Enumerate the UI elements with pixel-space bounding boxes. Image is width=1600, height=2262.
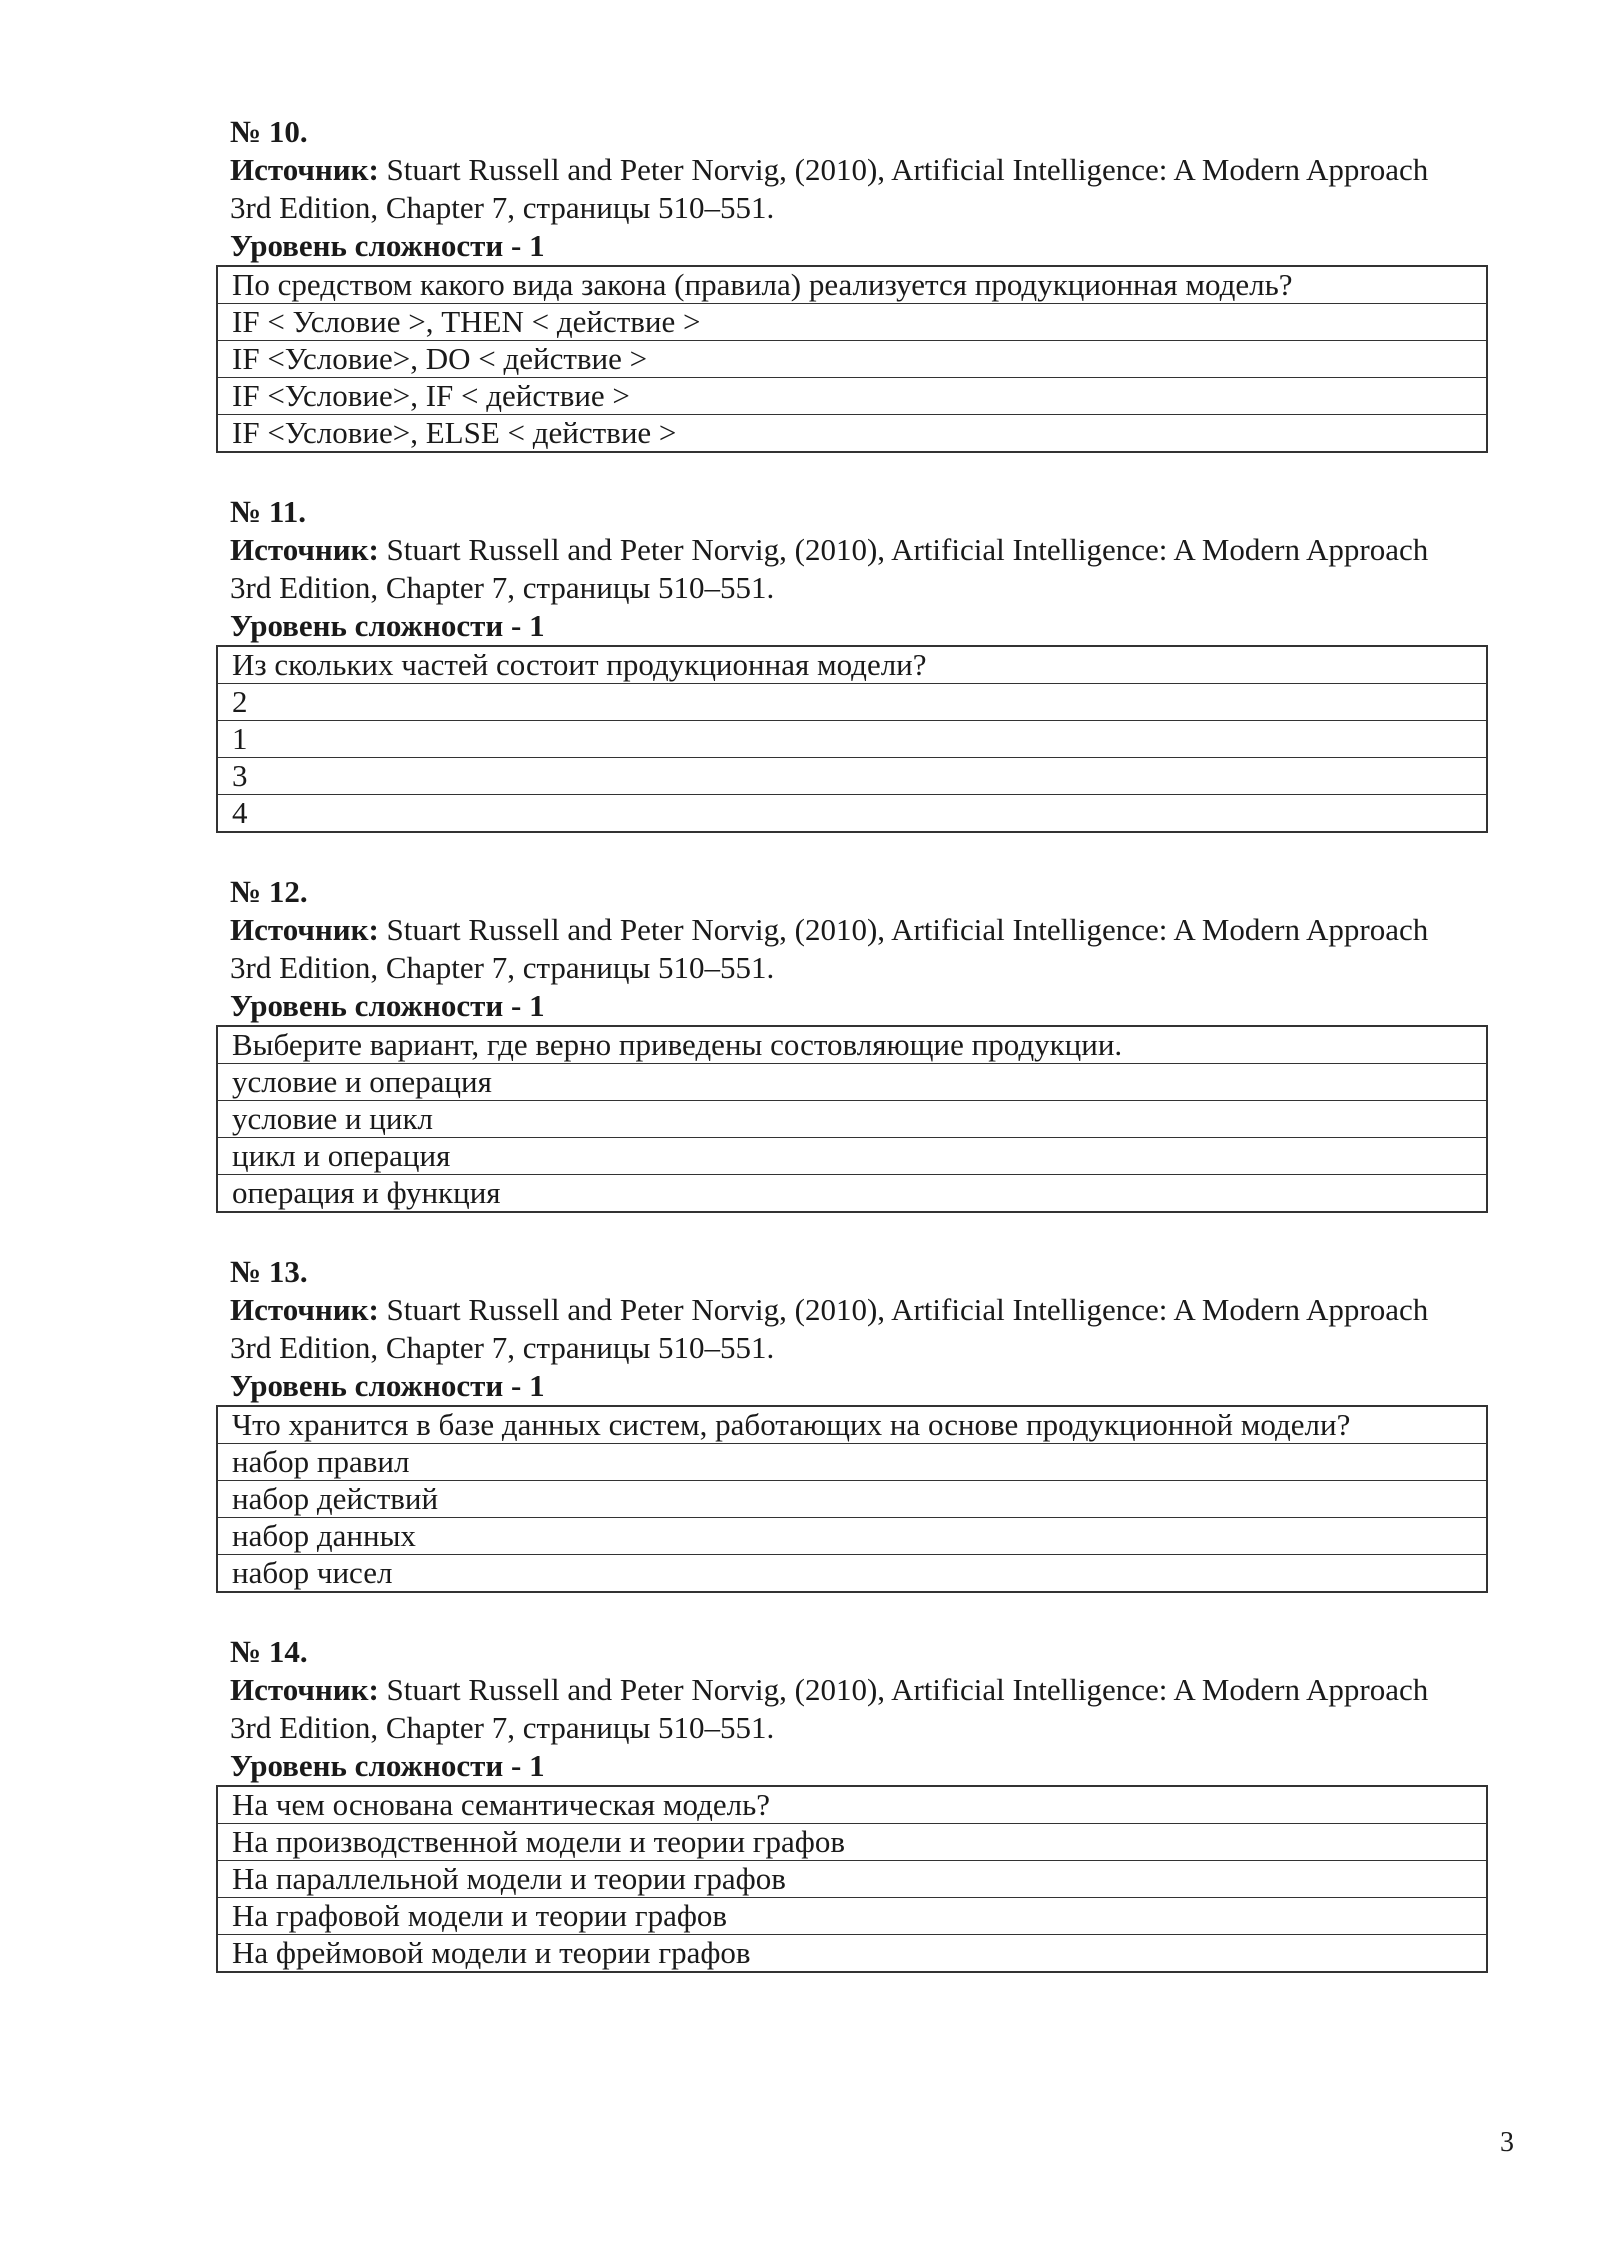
option-text: На графовой модели и теории графов (217, 1898, 1487, 1935)
option-row (217, 1138, 1487, 1175)
option-row (217, 1064, 1487, 1101)
question-number: № 12. (230, 874, 308, 909)
page-number: 3 (1500, 2127, 1514, 2158)
question-block-14 (230, 1633, 1500, 1973)
source-continuation: 3rd Edition, Chapter 7, страницы 510–551. (230, 1330, 775, 1365)
question-number: № 10. (230, 114, 308, 149)
option-text: набор чисел (217, 1555, 1487, 1593)
question-source (230, 1671, 1500, 1709)
option-text: На параллельной модели и теории графов (217, 1861, 1487, 1898)
difficulty-level: Уровень сложности - 1 (230, 608, 545, 643)
question-row (217, 1026, 1487, 1064)
difficulty-level: Уровень сложности - 1 (230, 1748, 545, 1783)
source-text: Stuart Russell and Peter Norvig, (2010), Artificial Intelligence: A Modern Approach (378, 532, 1429, 567)
option-row (217, 1481, 1487, 1518)
source-label: Источник: (230, 1672, 379, 1707)
option-row (217, 341, 1487, 378)
option-row (217, 721, 1487, 758)
answer-table (216, 265, 1488, 453)
question-block-12 (230, 873, 1500, 1213)
question-number: № 14. (230, 1634, 308, 1669)
option-row (217, 1935, 1487, 1973)
answer-table (216, 1025, 1488, 1213)
option-text: 4 (217, 795, 1487, 833)
question-block-10 (230, 113, 1500, 453)
question-row (217, 266, 1487, 304)
option-text: 1 (217, 721, 1487, 758)
answer-table (216, 645, 1488, 833)
question-source (230, 151, 1500, 189)
question-row (217, 646, 1487, 684)
option-row (217, 758, 1487, 795)
option-text: набор действий (217, 1481, 1487, 1518)
source-continuation: 3rd Edition, Chapter 7, страницы 510–551. (230, 570, 775, 605)
source-label: Источник: (230, 912, 379, 947)
question-source (230, 1291, 1500, 1329)
option-row (217, 684, 1487, 721)
option-row (217, 795, 1487, 833)
source-text: Stuart Russell and Peter Norvig, (2010), Artificial Intelligence: A Modern Approach (378, 1672, 1429, 1707)
source-label: Источник: (230, 152, 379, 187)
question-source (230, 911, 1500, 949)
option-row (217, 1898, 1487, 1935)
difficulty-level: Уровень сложности - 1 (230, 988, 545, 1023)
difficulty-level: Уровень сложности - 1 (230, 1368, 545, 1403)
question-row (217, 1406, 1487, 1444)
option-text: набор правил (217, 1444, 1487, 1481)
option-text: IF < Условие >, THEN < действие > (217, 304, 1487, 341)
option-row (217, 1518, 1487, 1555)
difficulty-level: Уровень сложности - 1 (230, 228, 545, 263)
source-text: Stuart Russell and Peter Norvig, (2010), Artificial Intelligence: A Modern Approach (378, 152, 1429, 187)
question-text: Выберите вариант, где верно приведены состовляющие продукции. (217, 1026, 1487, 1064)
option-text: условие и операция (217, 1064, 1487, 1101)
question-text: Из скольких частей состоит продукционная модели? (217, 646, 1487, 684)
question-text: По средством какого вида закона (правила) реализуется продукционная модель? (217, 266, 1487, 304)
source-continuation: 3rd Edition, Chapter 7, страницы 510–551. (230, 950, 775, 985)
option-row (217, 1444, 1487, 1481)
source-label: Источник: (230, 532, 379, 567)
answer-table (216, 1405, 1488, 1593)
source-text: Stuart Russell and Peter Norvig, (2010), Artificial Intelligence: A Modern Approach (378, 912, 1429, 947)
question-block-11 (230, 493, 1500, 833)
option-row (217, 1175, 1487, 1213)
question-number: № 13. (230, 1254, 308, 1289)
option-row (217, 415, 1487, 453)
question-text: На чем основана семантическая модель? (217, 1786, 1487, 1824)
option-row (217, 1861, 1487, 1898)
question-row (217, 1786, 1487, 1824)
option-text: На фреймовой модели и теории графов (217, 1935, 1487, 1973)
option-text: набор данных (217, 1518, 1487, 1555)
option-text: IF <Условие>, DO < действие > (217, 341, 1487, 378)
question-text: Что хранится в базе данных систем, работающих на основе продукционной модели? (217, 1406, 1487, 1444)
source-text: Stuart Russell and Peter Norvig, (2010), Artificial Intelligence: A Modern Approach (378, 1292, 1429, 1327)
source-label: Источник: (230, 1292, 379, 1327)
answer-table (216, 1785, 1488, 1973)
question-block-13 (230, 1253, 1500, 1593)
option-row (217, 304, 1487, 341)
option-text: 2 (217, 684, 1487, 721)
option-text: 3 (217, 758, 1487, 795)
option-text: цикл и операция (217, 1138, 1487, 1175)
question-number: № 11. (230, 494, 306, 529)
source-continuation: 3rd Edition, Chapter 7, страницы 510–551. (230, 190, 775, 225)
option-row (217, 1824, 1487, 1861)
option-text: На производственной модели и теории графов (217, 1824, 1487, 1861)
option-text: IF <Условие>, ELSE < действие > (217, 415, 1487, 453)
option-text: операция и функция (217, 1175, 1487, 1213)
source-continuation: 3rd Edition, Chapter 7, страницы 510–551. (230, 1710, 775, 1745)
option-row (217, 1101, 1487, 1138)
option-text: IF <Условие>, IF < действие > (217, 378, 1487, 415)
option-row (217, 1555, 1487, 1593)
question-source (230, 531, 1500, 569)
option-row (217, 378, 1487, 415)
option-text: условие и цикл (217, 1101, 1487, 1138)
